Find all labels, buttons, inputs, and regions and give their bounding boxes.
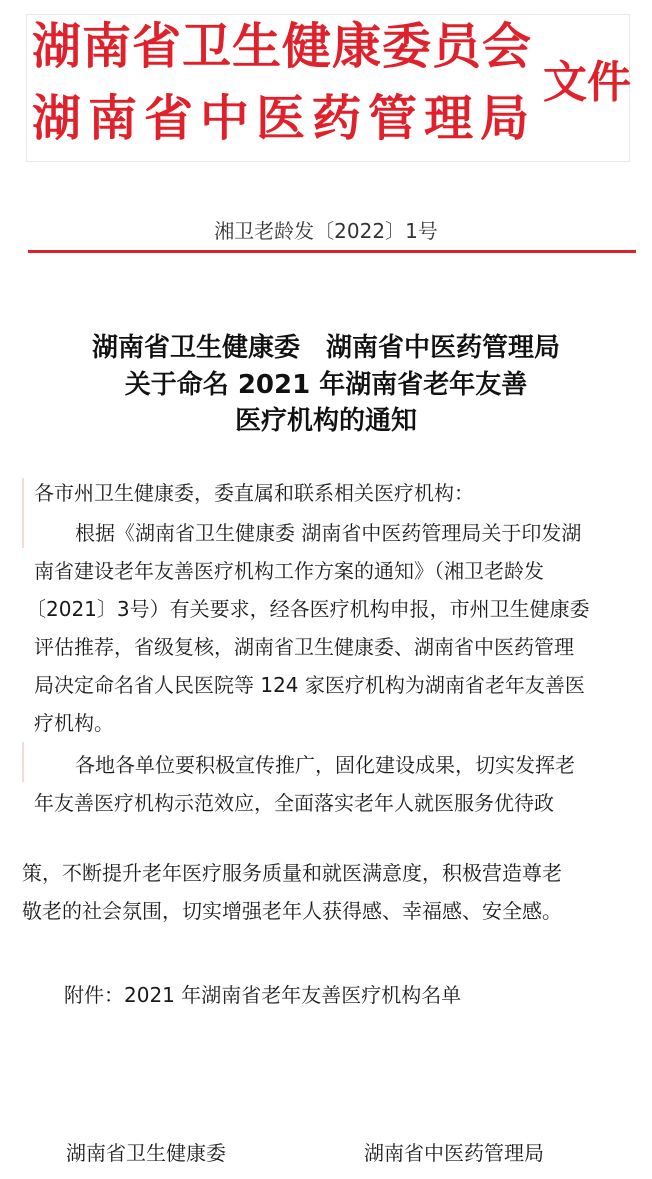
- page-edge-mark: [22, 742, 24, 782]
- attachment-note: 附件：2021 年湖南省老年友善医疗机构名单: [64, 983, 462, 1007]
- page-edge-mark: [22, 478, 24, 548]
- red-separator-rule: [28, 250, 636, 253]
- issuer-line-1: 湖南省卫生健康委员会: [32, 18, 533, 75]
- paragraph-1-line: 疗机构。: [34, 711, 114, 735]
- paragraph-2-line: 敬老的社会氛围，切实增强老年人获得感、幸福感、安全感。: [22, 899, 562, 923]
- paragraph-2-line: 策，不断提升老年医疗服务质量和就医满意度，积极营造尊老: [22, 861, 562, 885]
- salutation: 各市州卫生健康委，委直属和联系相关医疗机构：: [34, 481, 474, 505]
- paragraph-1-line: 局决定命名省人民医院等 124 家医疗机构为湖南省老年友善医: [34, 673, 585, 697]
- title-line-2: 关于命名 2021 年湖南省老年友善: [124, 370, 528, 400]
- title-line-3: 医疗机构的通知: [234, 406, 417, 436]
- file-label: 文件: [543, 57, 631, 108]
- issuer-line-2: 湖南省中医药管理局: [32, 90, 537, 147]
- paragraph-1-line: 〔2021〕3号）有关要求，经各医疗机构申报，市州卫生健康委: [26, 597, 590, 621]
- title-line-1: 湖南省卫生健康委 湖南省中医药管理局: [91, 333, 560, 363]
- document-number: 湘卫老龄发〔2022〕1号: [214, 219, 438, 243]
- signature-right: 湖南省中医药管理局: [364, 1141, 544, 1165]
- paragraph-1-line: 评估推荐，省级复核，湖南省卫生健康委、湖南省中医药管理: [34, 635, 574, 659]
- paragraph-2-line: 各地各单位要积极宣传推广，固化建设成果，切实发挥老: [75, 753, 575, 777]
- paragraph-1-line: 南省建设老年友善医疗机构工作方案的通知》（湘卫老龄发: [34, 559, 544, 583]
- paragraph-1-line: 根据《湖南省卫生健康委 湖南省中医药管理局关于印发湖: [75, 521, 582, 545]
- signature-left: 湖南省卫生健康委: [66, 1141, 226, 1165]
- paragraph-2-line: 年友善医疗机构示范效应，全面落实老年人就医服务优待政: [34, 791, 554, 815]
